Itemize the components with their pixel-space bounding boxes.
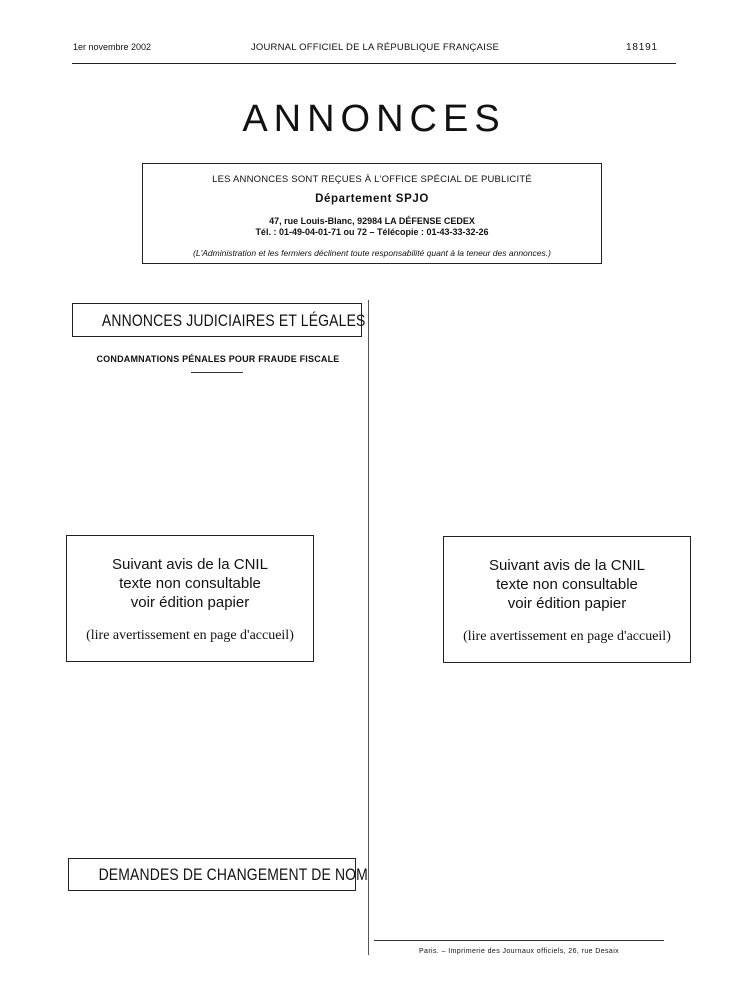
- info-disclaimer: (L'Administration et les fermiers déclinent toute responsabilité quant à la teneur des annonces.): [193, 248, 551, 258]
- info-address: 47, rue Louis-Blanc, 92984 LA DÉFENSE CEDEX: [269, 216, 475, 226]
- cnil-line: voir édition papier: [507, 595, 627, 612]
- cnil-warning: (lire avertissement en page d'accueil): [86, 628, 294, 643]
- publicity-info-box: [142, 163, 602, 264]
- column-divider: [368, 300, 369, 955]
- cnil-line: texte non consultable: [119, 575, 261, 592]
- cnil-line: Suivant avis de la CNIL: [489, 557, 645, 574]
- section-name-change-label: DEMANDES DE CHANGEMENT DE NOM: [98, 865, 368, 884]
- cnil-line: texte non consultable: [496, 576, 638, 593]
- info-telephone: Tél. : 01-49-04-01-71 ou 72 – Télécopie : 01-43-33-32-26: [255, 227, 489, 237]
- header-date: 1er novembre 2002: [73, 42, 152, 52]
- cnil-line: voir édition papier: [130, 594, 250, 611]
- printer-footer: Paris. – Imprimerie des Journaux officiels, 26, rue Desaix: [418, 948, 620, 955]
- page-title: ANNONCES: [242, 98, 506, 140]
- header-page-number: 18191: [626, 42, 658, 53]
- info-line: LES ANNONCES SONT REÇUES À L'OFFICE SPÉCIAL DE PUBLICITÉ: [212, 174, 532, 185]
- cnil-line: Suivant avis de la CNIL: [112, 556, 268, 573]
- info-department: Département SPJO: [315, 193, 429, 205]
- cnil-notice-box: [66, 535, 314, 662]
- section-name-change-heading: [68, 858, 368, 891]
- subheading-rule: [191, 372, 243, 373]
- cnil-warning: (lire avertissement en page d'accueil): [463, 629, 671, 644]
- footer-rule: [374, 940, 664, 941]
- cnil-notice-box: [443, 536, 691, 663]
- header-journal-title: JOURNAL OFFICIEL DE LA RÉPUBLIQUE FRANÇAISE: [250, 42, 500, 53]
- section-judicial-heading: [72, 303, 366, 337]
- subheading-fiscal-fraud: CONDAMNATIONS PÉNALES POUR FRAUDE FISCALE: [96, 354, 340, 364]
- section-judicial-label: ANNONCES JUDICIAIRES ET LÉGALES: [101, 311, 366, 330]
- header-rule: [72, 63, 676, 64]
